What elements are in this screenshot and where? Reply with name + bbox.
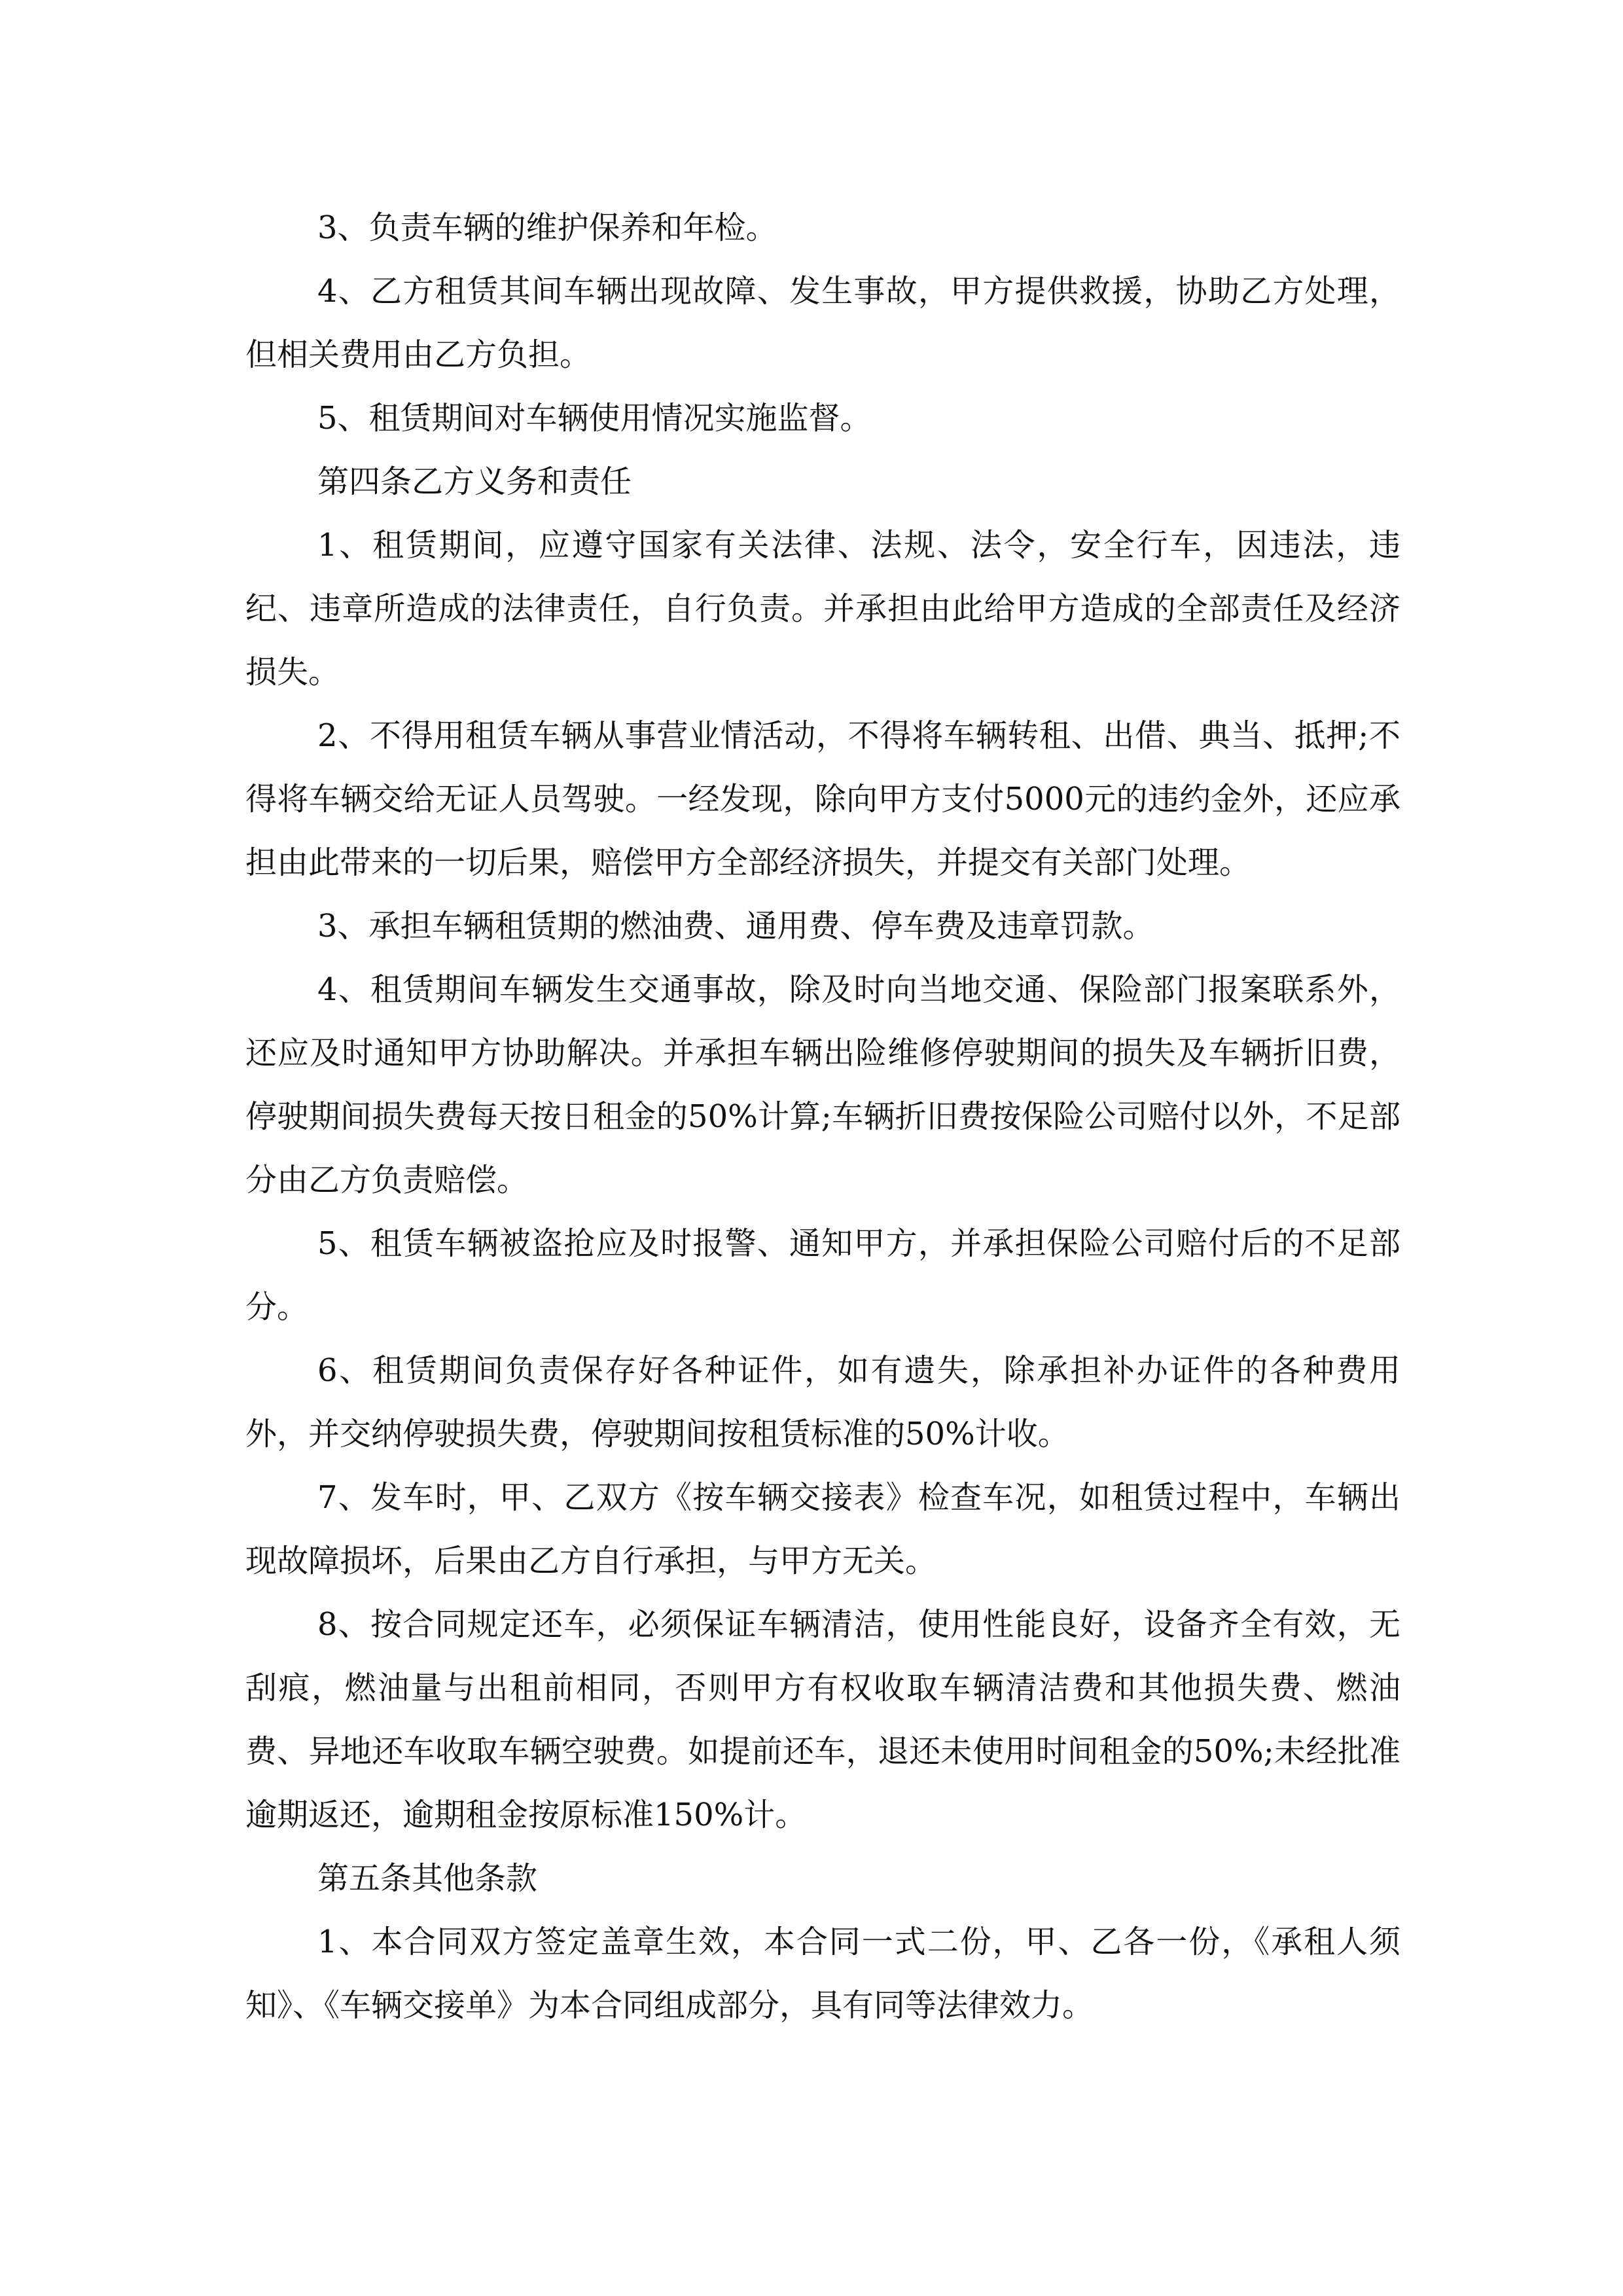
clause-paragraph: 5、租赁期间对车辆使用情况实施监督。 <box>317 400 872 437</box>
clause-paragraph: 7、发车时，甲、乙双方《按车辆交接表》检查车况，如租赁过程中，车辆出现故障损坏，后果由乙方自行承担，与甲方无关。 <box>245 1479 1400 1579</box>
clause-paragraph: 4、乙方租赁其间车辆出现故障、发生事故，甲方提供救援，协助乙方处理，但相关费用由乙方负担。 <box>245 273 1400 373</box>
clause-paragraph: 8、按合同规定还车，必须保证车辆清洁，使用性能良好，设备齐全有效，无刮痕，燃油量与出租前相同，否则甲方有权收取车辆清洁费和其他损失费、燃油费、异地还车收取车辆空驶费。如提前还车，退还未使用时间租金的50%;未经批准逾期返还，逾期租金按原标准150%计。 <box>245 1606 1400 1833</box>
clause-paragraph: 5、租赁车辆被盗抢应及时报警、通知甲方，并承担保险公司赔付后的不足部分。 <box>245 1225 1400 1325</box>
clause-paragraph: 1、本合同双方签定盖章生效，本合同一式二份，甲、乙各一份，《承租人须知》、《车辆交接单》为本合同组成部分，具有同等法律效力。 <box>245 1924 1400 2024</box>
section-heading: 第五条其他条款 <box>317 1860 538 1897</box>
clause-paragraph: 3、承担车辆租赁期的燃油费、通用费、停车费及违章罚款。 <box>317 908 1154 944</box>
clause-paragraph: 4、租赁期间车辆发生交通事故，除及时向当地交通、保险部门报案联系外，还应及时通知甲方协助解决。并承担车辆出险维修停驶期间的损失及车辆折旧费，停驶期间损失费每天按日租金的50%计算;车辆折旧费按保险公司赔付以外，不足部分由乙方负责赔偿。 <box>245 971 1400 1198</box>
clause-paragraph: 3、负责车辆的维护保养和年检。 <box>317 209 777 246</box>
document-body <box>245 196 1400 2037</box>
clause-paragraph: 2、不得用租赁车辆从事营业情活动，不得将车辆转租、出借、典当、抵押;不得将车辆交给无证人员驾驶。一经发现，除向甲方支付5000元的违约金外，还应承担由此带来的一切后果，赔偿甲方全部经济损失，并提交有关部门处理。 <box>245 717 1400 881</box>
clause-paragraph: 1、租赁期间，应遵守国家有关法律、法规、法令，安全行车，因违法，违纪、违章所造成的法律责任，自行负责。并承担由此给甲方造成的全部责任及经济损失。 <box>245 527 1400 691</box>
section-heading: 第四条乙方义务和责任 <box>317 463 632 500</box>
clause-paragraph: 6、租赁期间负责保存好各种证件，如有遗失，除承担补办证件的各种费用外，并交纳停驶损失费，停驶期间按租赁标准的50%计收。 <box>245 1352 1400 1452</box>
